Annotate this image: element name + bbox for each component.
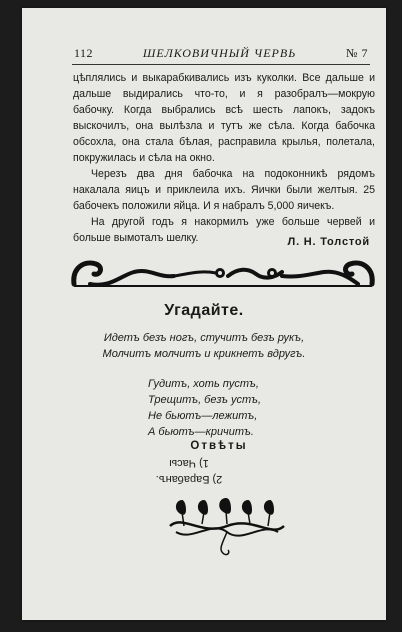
riddle-two (148, 376, 261, 440)
story-text (73, 70, 375, 246)
page-number: 112 (74, 46, 94, 60)
author-signature: Л. Н. Толстой (287, 236, 370, 248)
riddle-line: Идетъ безъ ногъ, стучитъ безъ рукъ, (103, 332, 305, 344)
page-header (74, 46, 368, 61)
issue-number: № 7 (346, 46, 368, 60)
floral-ornament-icon (162, 496, 292, 560)
answer-line: 2) Барабанъ. (155, 473, 223, 485)
header-rule (72, 64, 370, 65)
riddle-line: Не бьютъ—лежитъ, (148, 410, 258, 422)
ornament-divider-icon (70, 254, 376, 294)
story-paragraph: цѣплялись и выкарабкивались изъ куколки. Все дальше и дальше выдирались что-то, и я разобралъ—мокрую бабочку. Когда выбрались всѣ шесть лапокъ, задокъ выскочилъ, она вылѣзла и тутъ же сѣла. Когда бабочка обсохла, она стала бѣлая, расправила крылья, полетала, покружилась и сѣла на окно. (73, 72, 375, 164)
riddles-heading: Угадайте. (164, 302, 244, 319)
running-title: ШЕЛКОВИЧНЫЙ ЧЕРВЬ (142, 46, 297, 60)
answers-heading: Отвѣты (190, 440, 248, 452)
riddle-line: Трещитъ, безъ устъ, (148, 394, 262, 406)
book-page (22, 8, 386, 620)
riddle-line: А бьютъ—кричитъ. (148, 426, 254, 438)
riddle-line: Молчитъ молчитъ и крикнетъ вдругъ. (102, 348, 306, 360)
answers-upside-down (22, 455, 386, 487)
story-paragraph: Черезъ два дня бабочка на подоконникѣ рядомъ накалала яицъ и приклеила ихъ. Яички были желтыя. 25 бабочекъ положили яйца. И я набралъ 5,000 яичекъ. (73, 168, 375, 212)
riddle-line: Гудитъ, хоть пустъ, (148, 378, 259, 390)
answer-line: 1) Часы (169, 457, 209, 469)
riddle-one (22, 330, 386, 362)
story-paragraph: На другой годъ я накормилъ уже больше червей и больше вымоталъ шелку. (73, 216, 375, 244)
